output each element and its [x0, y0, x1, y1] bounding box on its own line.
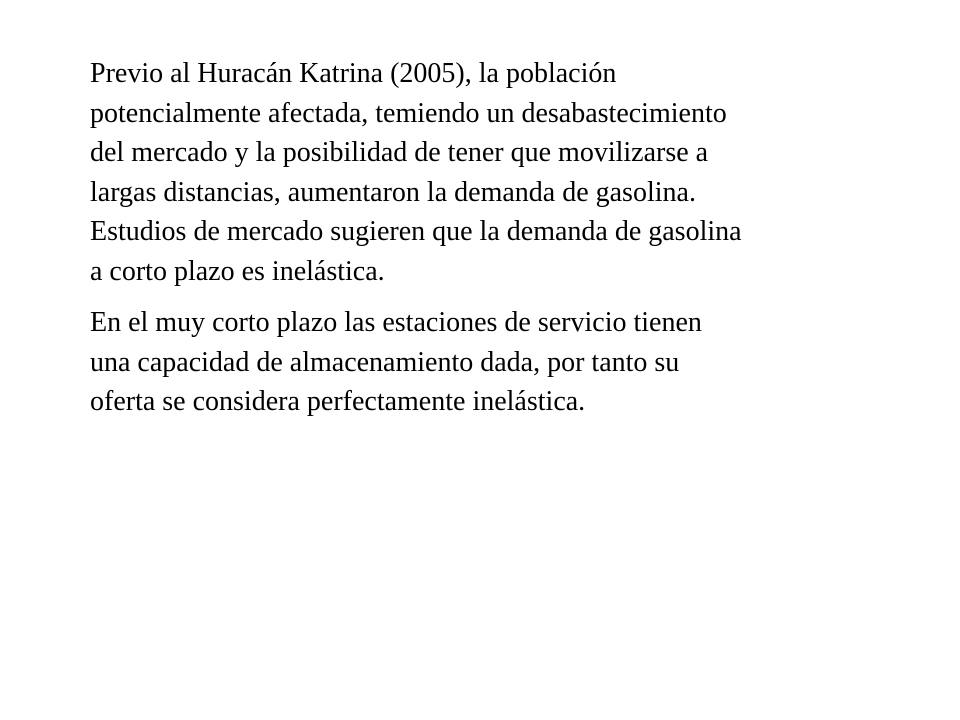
text-line: Previo al Huracán Katrina (2005), la población [90, 58, 617, 89]
text-line: largas distancias, aumentaron la demanda de gasolina. [90, 176, 696, 208]
text-line: Estudios de mercado sugieren que la demanda de gasolina [90, 216, 742, 247]
text-line: En el muy corto plazo las estaciones de servicio tienen [90, 307, 702, 338]
text-line: a corto plazo es inelástica. [90, 255, 385, 287]
text-line: potencialmente afectada, temiendo un desabastecimiento [90, 97, 727, 129]
text-line: oferta se considera perfectamente inelástica. [90, 386, 586, 417]
slide-text-body [90, 54, 850, 422]
text-line: una capacidad de almacenamiento dada, por tanto su [90, 346, 680, 378]
paragraph-supply-inelastic [90, 303, 850, 422]
paragraph-katrina-demand [90, 54, 850, 291]
text-line: del mercado y la posibilidad de tener que movilizarse a [90, 137, 709, 168]
